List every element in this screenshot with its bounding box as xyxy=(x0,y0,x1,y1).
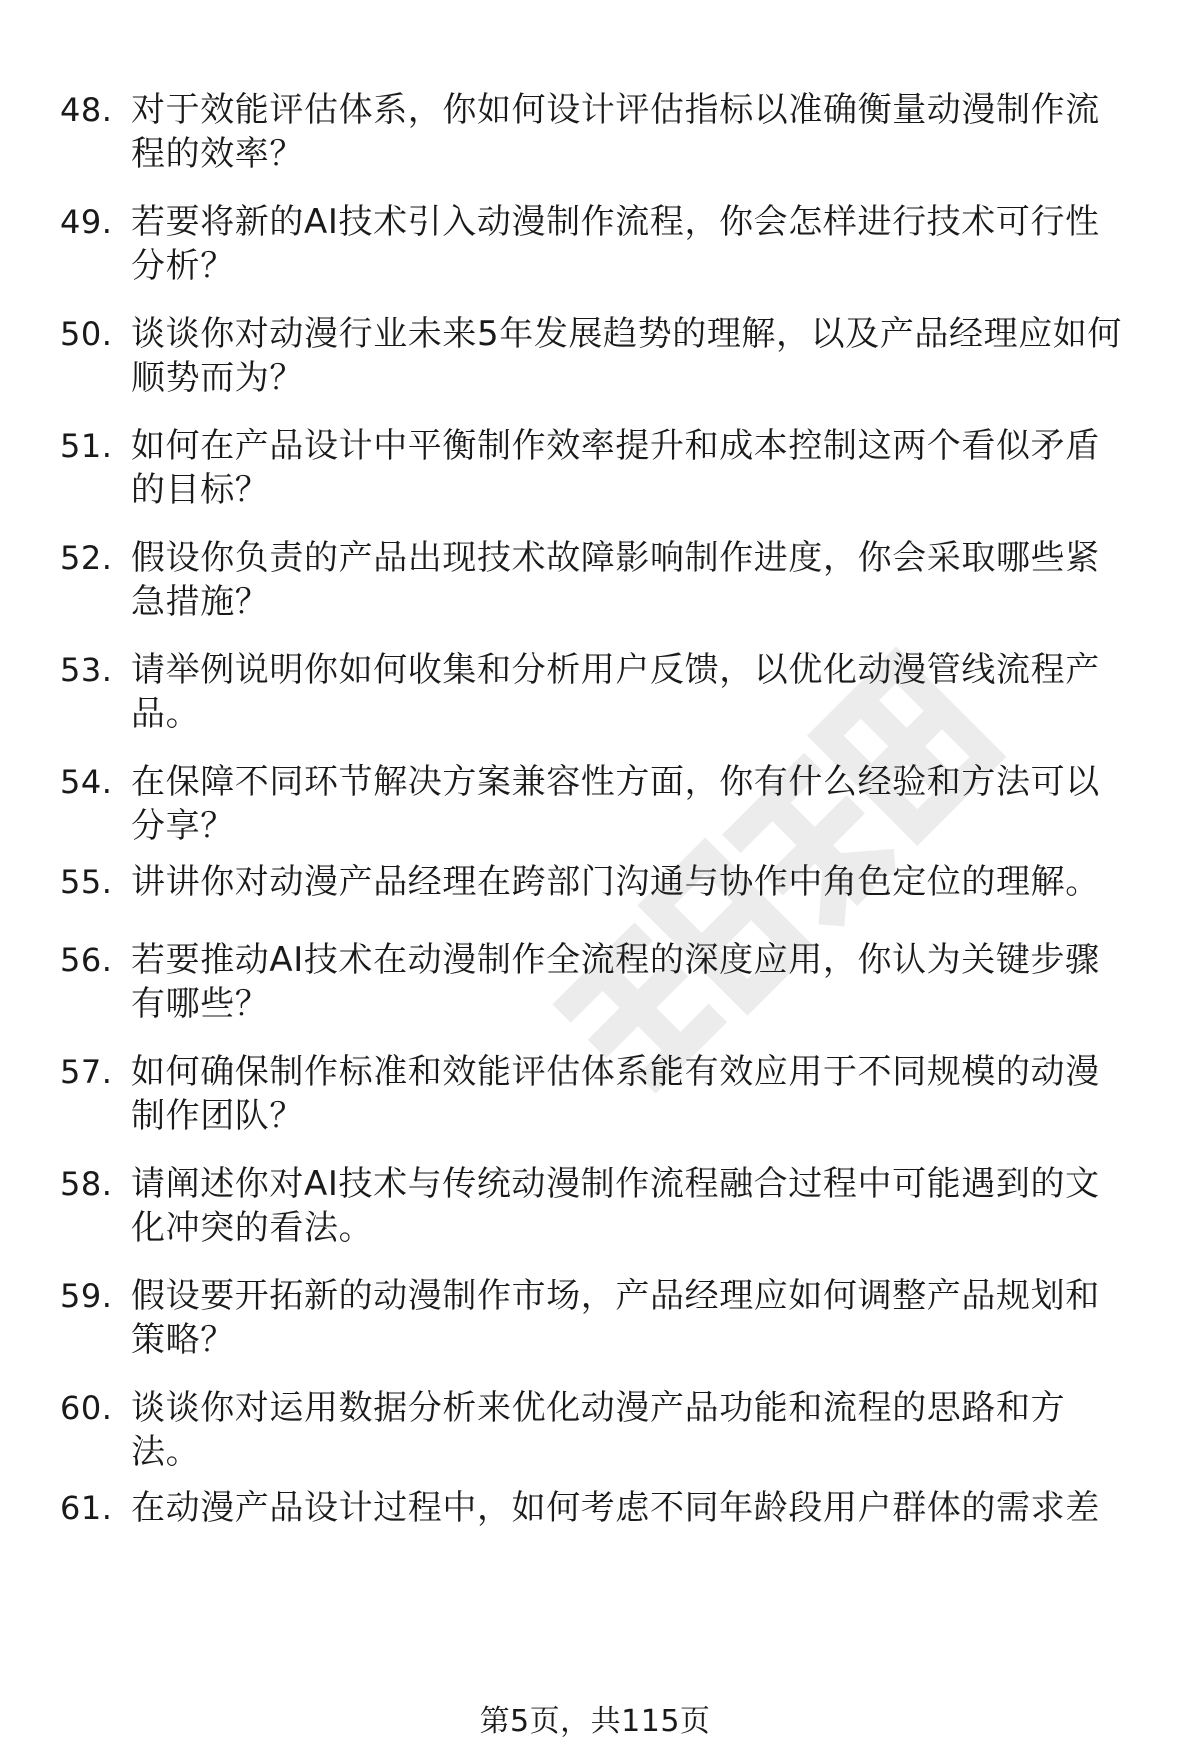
question-text-line: 策略？ xyxy=(131,1320,235,1360)
question-item xyxy=(0,1274,1190,1364)
question-text-line: 分享？ xyxy=(131,806,235,846)
question-number: 48. xyxy=(60,91,113,129)
question-text xyxy=(131,648,1166,736)
question-number: 50. xyxy=(60,315,113,353)
question-text xyxy=(131,1162,1166,1250)
question-text-line: 对于效能评估体系，你如何设计评估指标以准确衡量动漫制作流 xyxy=(131,90,1100,130)
question-text-line: 讲讲你对动漫产品经理在跨部门沟通与协作中角色定位的理解。 xyxy=(131,862,1100,902)
question-text-line: 程的效率？ xyxy=(131,134,304,174)
question-number: 58. xyxy=(60,1165,113,1203)
question-item xyxy=(0,1050,1190,1140)
question-text-line: 若要推动AI技术在动漫制作全流程的深度应用，你认为关键步骤 xyxy=(131,940,1100,980)
question-text-line: 如何确保制作标准和效能评估体系能有效应用于不同规模的动漫 xyxy=(131,1052,1100,1092)
question-text-line: 在保障不同环节解决方案兼容性方面，你有什么经验和方法可以 xyxy=(131,762,1100,802)
question-number: 57. xyxy=(60,1053,113,1091)
question-text xyxy=(131,424,1166,512)
question-item xyxy=(0,648,1190,738)
question-text-line: 假设你负责的产品出现技术故障影响制作进度，你会采取哪些紧 xyxy=(131,538,1100,578)
question-text-line: 若要将新的AI技术引入动漫制作流程，你会怎样进行技术可行性 xyxy=(131,202,1100,242)
question-text-line: 制作团队？ xyxy=(131,1096,304,1136)
question-text-line: 如何在产品设计中平衡制作效率提升和成本控制这两个看似矛盾 xyxy=(131,426,1100,466)
question-text-line: 急措施？ xyxy=(131,582,270,622)
page-footer: 第5页，共115页 xyxy=(479,1704,711,1739)
question-text xyxy=(131,938,1166,1026)
question-number: 60. xyxy=(60,1389,113,1427)
question-item xyxy=(0,312,1190,402)
question-text-line: 请阐述你对AI技术与传统动漫制作流程融合过程中可能遇到的文 xyxy=(131,1164,1100,1204)
question-text-line: 的目标？ xyxy=(131,470,270,510)
question-number: 51. xyxy=(60,427,113,465)
question-item xyxy=(0,760,1190,850)
question-number: 54. xyxy=(60,763,113,801)
question-text-line: 品。 xyxy=(131,694,201,734)
question-item xyxy=(0,88,1190,178)
question-item xyxy=(0,938,1190,1028)
question-text xyxy=(131,760,1166,848)
question-item xyxy=(0,1486,1190,1576)
question-item xyxy=(0,860,1190,950)
question-text-line: 化冲突的看法。 xyxy=(131,1208,374,1248)
question-text-line: 法。 xyxy=(131,1432,201,1472)
question-text-line: 谈谈你对动漫行业未来5年发展趋势的理解，以及产品经理应如何 xyxy=(131,314,1123,354)
question-text-line: 谈谈你对运用数据分析来优化动漫产品功能和流程的思路和方 xyxy=(131,1388,1066,1428)
question-text-line: 分析？ xyxy=(131,246,235,286)
question-text-line: 假设要开拓新的动漫制作市场，产品经理应如何调整产品规划和 xyxy=(131,1276,1100,1316)
question-text xyxy=(131,1486,1166,1530)
question-item xyxy=(0,200,1190,290)
question-text xyxy=(131,860,1166,904)
question-number: 61. xyxy=(60,1489,113,1527)
question-text xyxy=(131,312,1166,400)
question-number: 52. xyxy=(60,539,113,577)
question-text xyxy=(131,88,1166,176)
question-text xyxy=(131,1386,1166,1474)
question-text xyxy=(131,536,1166,624)
question-text-line: 请举例说明你如何收集和分析用户反馈，以优化动漫管线流程产 xyxy=(131,650,1100,690)
question-text xyxy=(131,1274,1166,1362)
question-item xyxy=(0,536,1190,626)
question-item xyxy=(0,1386,1190,1476)
question-item xyxy=(0,424,1190,514)
question-text-line: 有哪些？ xyxy=(131,984,270,1024)
question-text-line: 在动漫产品设计过程中，如何考虑不同年龄段用户群体的需求差 xyxy=(131,1488,1100,1528)
question-number: 56. xyxy=(60,941,113,979)
question-number: 55. xyxy=(60,863,113,901)
question-text xyxy=(131,200,1166,288)
question-number: 59. xyxy=(60,1277,113,1315)
question-text-line: 顺势而为？ xyxy=(131,358,304,398)
question-number: 53. xyxy=(60,651,113,689)
question-text xyxy=(131,1050,1166,1138)
question-item xyxy=(0,1162,1190,1252)
question-number: 49. xyxy=(60,203,113,241)
